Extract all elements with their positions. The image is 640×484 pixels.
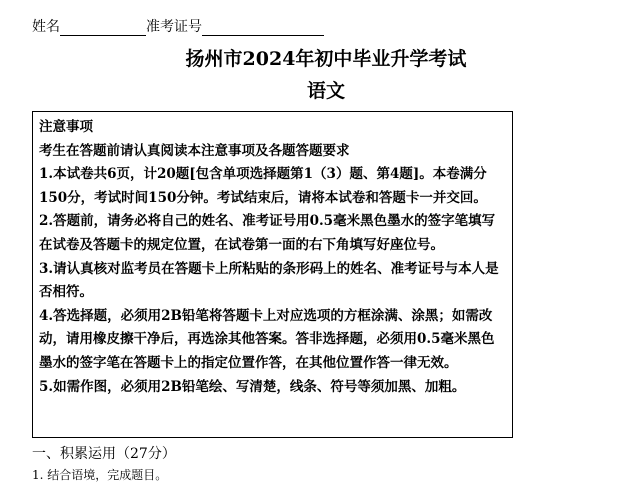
exam-title: 扬州市2024年初中毕业升学考试	[185, 48, 467, 70]
notice-item-2: 2.答题前，请务必将自己的姓名、准考证号用0.5毫米黑色墨水的签字笔填写在试卷及答题卡的规定位置，在试卷第一面的右下角填写好座位号。	[39, 213, 496, 253]
question-1: 1. 结合语境，完成题目。	[32, 468, 168, 482]
notice-item-3: 3.请认真核对监考员在答题卡上所粘贴的条形码上的姓名、准考证号与本人是否相符。	[39, 260, 499, 301]
exam-id-blank[interactable]	[202, 21, 324, 36]
name-blank[interactable]	[60, 21, 146, 36]
notice-intro: 考生在答题前请认真阅读本注意事项及各题答题要求	[39, 142, 350, 159]
notice-heading: 注意事项	[39, 119, 93, 135]
subject-title: 语文	[306, 80, 345, 102]
notice-item-1: 1.本试卷共6页，计20题[包含单项选择题第1（3）题、第4题]。本卷满分150分，考试时间150分钟。考试结束后，请将本试卷和答题卡一并交回。	[39, 166, 487, 206]
candidate-info-line	[32, 16, 324, 36]
name-label: 姓名	[32, 19, 60, 35]
notice-box	[32, 111, 513, 438]
notice-item-4: 4.答选择题，必须用2B铅笔将答题卡上对应选项的方框涂满、涂黑；如需改动，请用橡皮擦干净后，再选涂其他答案。答非选择题，必须用0.5毫米黑色墨水的签字笔在答题卡上的指定位置作答，在其他位置作答一律无效。	[39, 307, 495, 371]
notice-item-5: 5.如需作图，必须用2B铅笔绘、写清楚，线条、符号等须加黑、加粗。	[39, 378, 466, 395]
exam-id-label: 准考证号	[146, 19, 202, 35]
section-heading: 一、积累运用（27分）	[32, 446, 176, 462]
